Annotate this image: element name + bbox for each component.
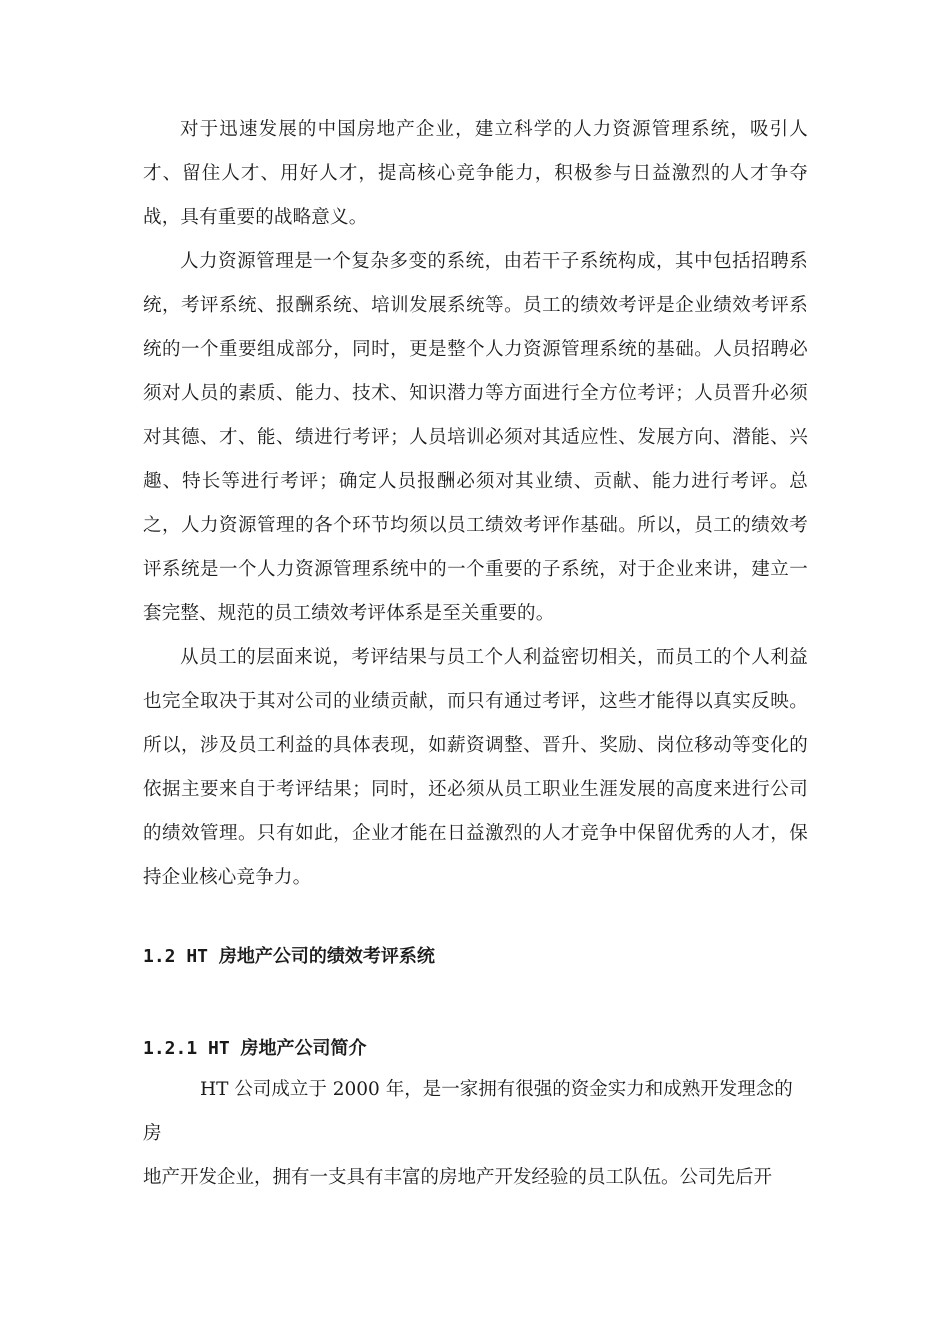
company-intro-line-3: 地产开发企业，拥有一支具有丰富的房地产开发经验的员工队伍。公司先后开: [143, 1167, 773, 1188]
company-intro-line-2: 房: [143, 1123, 162, 1144]
section-heading: 1.2 HT 房地产公司的绩效考评系统: [143, 946, 435, 967]
paragraph-employee-perspective: 从员工的层面来说，考评结果与员工个人利益密切相关，而员工的个人利益也完全取决于其对公司的业绩贡献，而只有通过考评，这些才能得以真实反映。所以，涉及员工利益的具体表现，如薪资调整、晋升、奖励、岗位移动等变化的依据主要来自于考评结果；同时，还必须从员工职业生涯发展的高度来进行公司的绩效管理。只有如此，企业才能在日益激烈的人才竞争中保留优秀的人才，保持企业核心竞争力。: [143, 647, 808, 888]
paragraph-hr-management-system: 人力资源管理是一个复杂多变的系统，由若干子系统构成，其中包括招聘系统，考评系统、报酬系统、培训发展系统等。员工的绩效考评是企业绩效考评系统的一个重要组成部分，同时，更是整个人力资源管理系统的基础。人员招聘必须对人员的素质、能力、技术、知识潜力等方面进行全方位考评；人员晋升必须对其德、才、能、绩进行考评；人员培训必须对其适应性、发展方向、潜能、兴趣、特长等进行考评；确定人员报酬必须对其业绩、贡献、能力进行考评。总之，人力资源管理的各个环节均须以员工绩效考评作基础。所以，员工的绩效考评系统是一个人力资源管理系统中的一个重要的子系统，对于企业来讲，建立一套完整、规范的员工绩效考评体系是至关重要的。: [143, 251, 808, 624]
company-intro-line-1: HT 公司成立于 2000 年，是一家拥有很强的资金实力和成熟开发理念的: [200, 1079, 793, 1100]
paragraph-strategic-significance: 对于迅速发展的中国房地产企业，建立科学的人力资源管理系统，吸引人才、留住人才、用好人才，提高核心竞争能力，积极参与日益激烈的人才争夺战，具有重要的战略意义。: [143, 119, 808, 228]
subsection-heading: 1.2.1 HT 房地产公司简介: [143, 1038, 367, 1059]
